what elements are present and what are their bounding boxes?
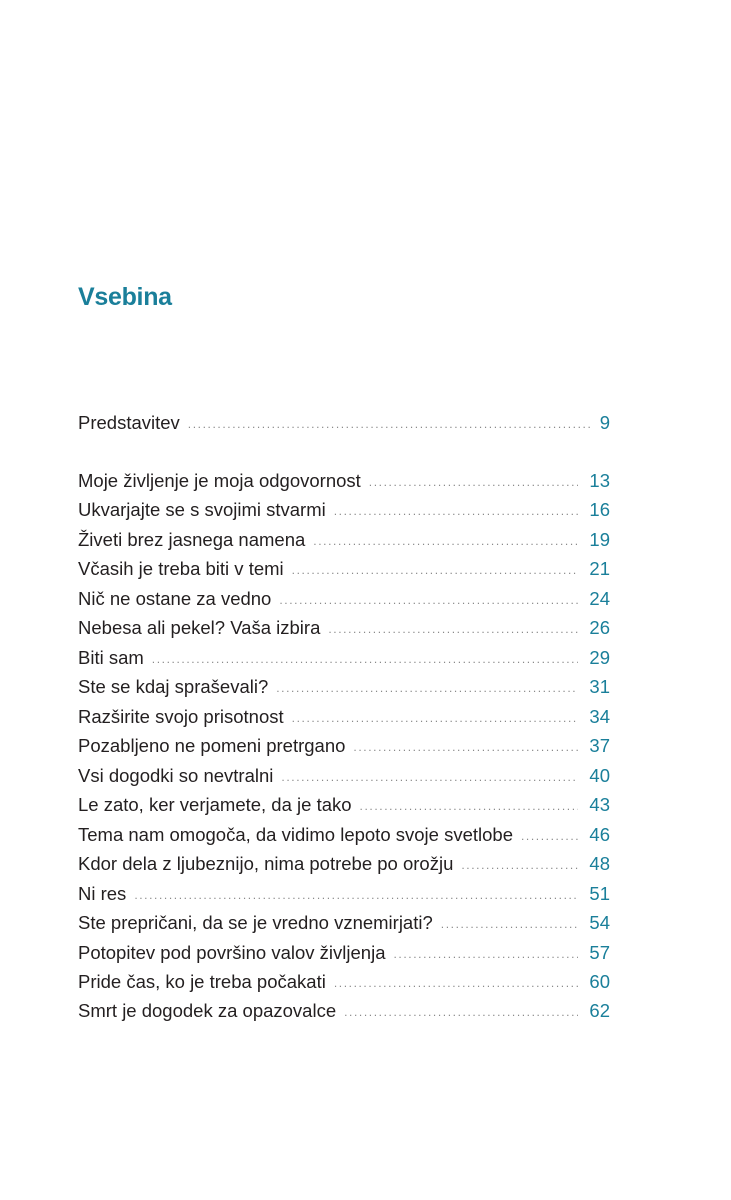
toc-entry-page: 16 [589, 499, 610, 521]
toc-entry [78, 967, 610, 996]
dot-leader [441, 918, 578, 930]
toc-entry [78, 908, 610, 937]
toc-entry-label: Pozabljeno ne pomeni pretrgano [78, 735, 346, 757]
toc-entry-label: Predstavitev [78, 412, 180, 433]
toc-entry-label: Ste se kdaj spraševali? [78, 676, 269, 698]
toc-entry-intro [78, 408, 610, 437]
toc-entry [78, 495, 610, 524]
toc-entry [78, 761, 610, 790]
toc-entry-label: Ste prepričani, da se je vredno vznemirjati? [78, 912, 433, 934]
toc-entry-label: Ukvarjajte se s svojimi stvarmi [78, 499, 326, 521]
toc-entry [78, 820, 610, 849]
toc-entry-label: Vsi dogodki so nevtralni [78, 764, 274, 786]
dot-leader [353, 741, 578, 753]
toc-entry-label: Kdor dela z ljubeznijo, nima potrebe po orožju [78, 853, 454, 875]
dot-leader [281, 771, 578, 783]
toc-entry-label: Moje življenje je moja odgovornost [78, 470, 361, 491]
dot-leader [134, 889, 578, 901]
dot-leader [279, 594, 578, 606]
toc-entry-label: Pride čas, ko je treba počakati [78, 970, 326, 992]
toc-entry-page: 19 [589, 528, 610, 550]
toc-entry [78, 672, 610, 701]
dot-leader [369, 476, 578, 488]
dot-leader [461, 859, 578, 871]
toc-entry-page: 29 [589, 646, 610, 668]
dot-leader [334, 505, 578, 517]
page-title: Vsebina [78, 283, 172, 311]
toc-entry [78, 879, 610, 908]
toc-entry-page: 48 [589, 853, 610, 875]
toc-entry-page: 62 [589, 1000, 610, 1022]
toc-entry [78, 613, 610, 642]
dot-leader [152, 653, 578, 665]
toc-entry-page: 46 [589, 823, 610, 845]
toc-entry-label: Živeti brez jasnega namena [78, 528, 306, 550]
toc-entry [78, 466, 610, 495]
dot-leader [393, 948, 578, 960]
toc-entry-page: 34 [589, 705, 610, 727]
toc-entry [78, 702, 610, 731]
toc-entry-page: 13 [589, 470, 610, 491]
dot-leader [328, 623, 578, 635]
toc-intro [78, 408, 610, 437]
toc-entry [78, 849, 610, 878]
dot-leader [292, 564, 578, 576]
dot-leader [334, 977, 578, 989]
toc-entry-label: Potopitev pod površino valov življenja [78, 941, 386, 963]
toc-entry [78, 996, 610, 1025]
toc-entry-page: 43 [589, 794, 610, 816]
toc-entry [78, 584, 610, 613]
toc-entry-page: 40 [589, 764, 610, 786]
dot-leader [313, 535, 578, 547]
toc-entry-page: 9 [599, 412, 610, 433]
toc-entry-label: Razširite svojo prisotnost [78, 705, 284, 727]
toc-entry-label: Ni res [78, 882, 127, 904]
toc-entry-page: 51 [589, 882, 610, 904]
dot-leader [276, 682, 578, 694]
toc-entry [78, 731, 610, 760]
toc-entry-page: 26 [589, 617, 610, 639]
toc-entry-page: 31 [589, 676, 610, 698]
dot-leader [360, 800, 578, 812]
toc-entry-label: Biti sam [78, 646, 144, 668]
toc-entry-page: 37 [589, 735, 610, 757]
toc-entry [78, 790, 610, 819]
toc-entry-page: 54 [589, 912, 610, 934]
toc-entry [78, 643, 610, 672]
dot-leader [344, 1006, 578, 1018]
toc-entry-label: Nič ne ostane za vedno [78, 587, 272, 609]
dot-leader [521, 830, 578, 842]
toc-entry-label: Le zato, ker verjamete, da je tako [78, 794, 352, 816]
toc-entry-label: Nebesa ali pekel? Vaša izbira [78, 617, 321, 639]
toc-entry-page: 21 [589, 558, 610, 580]
toc-entry [78, 554, 610, 583]
toc-entry-page: 60 [589, 970, 610, 992]
dot-leader [188, 418, 590, 430]
toc-entry-page: 57 [589, 941, 610, 963]
toc-entry-label: Tema nam omogoča, da vidimo lepoto svoje svetlobe [78, 823, 513, 845]
toc-entry [78, 938, 610, 967]
toc-entry-page: 24 [589, 587, 610, 609]
toc-entry-label: Smrt je dogodek za opazovalce [78, 1000, 337, 1022]
toc-entry-label: Včasih je treba biti v temi [78, 558, 284, 580]
toc-entry [78, 525, 610, 554]
dot-leader [292, 712, 578, 724]
toc-list [78, 466, 610, 1026]
